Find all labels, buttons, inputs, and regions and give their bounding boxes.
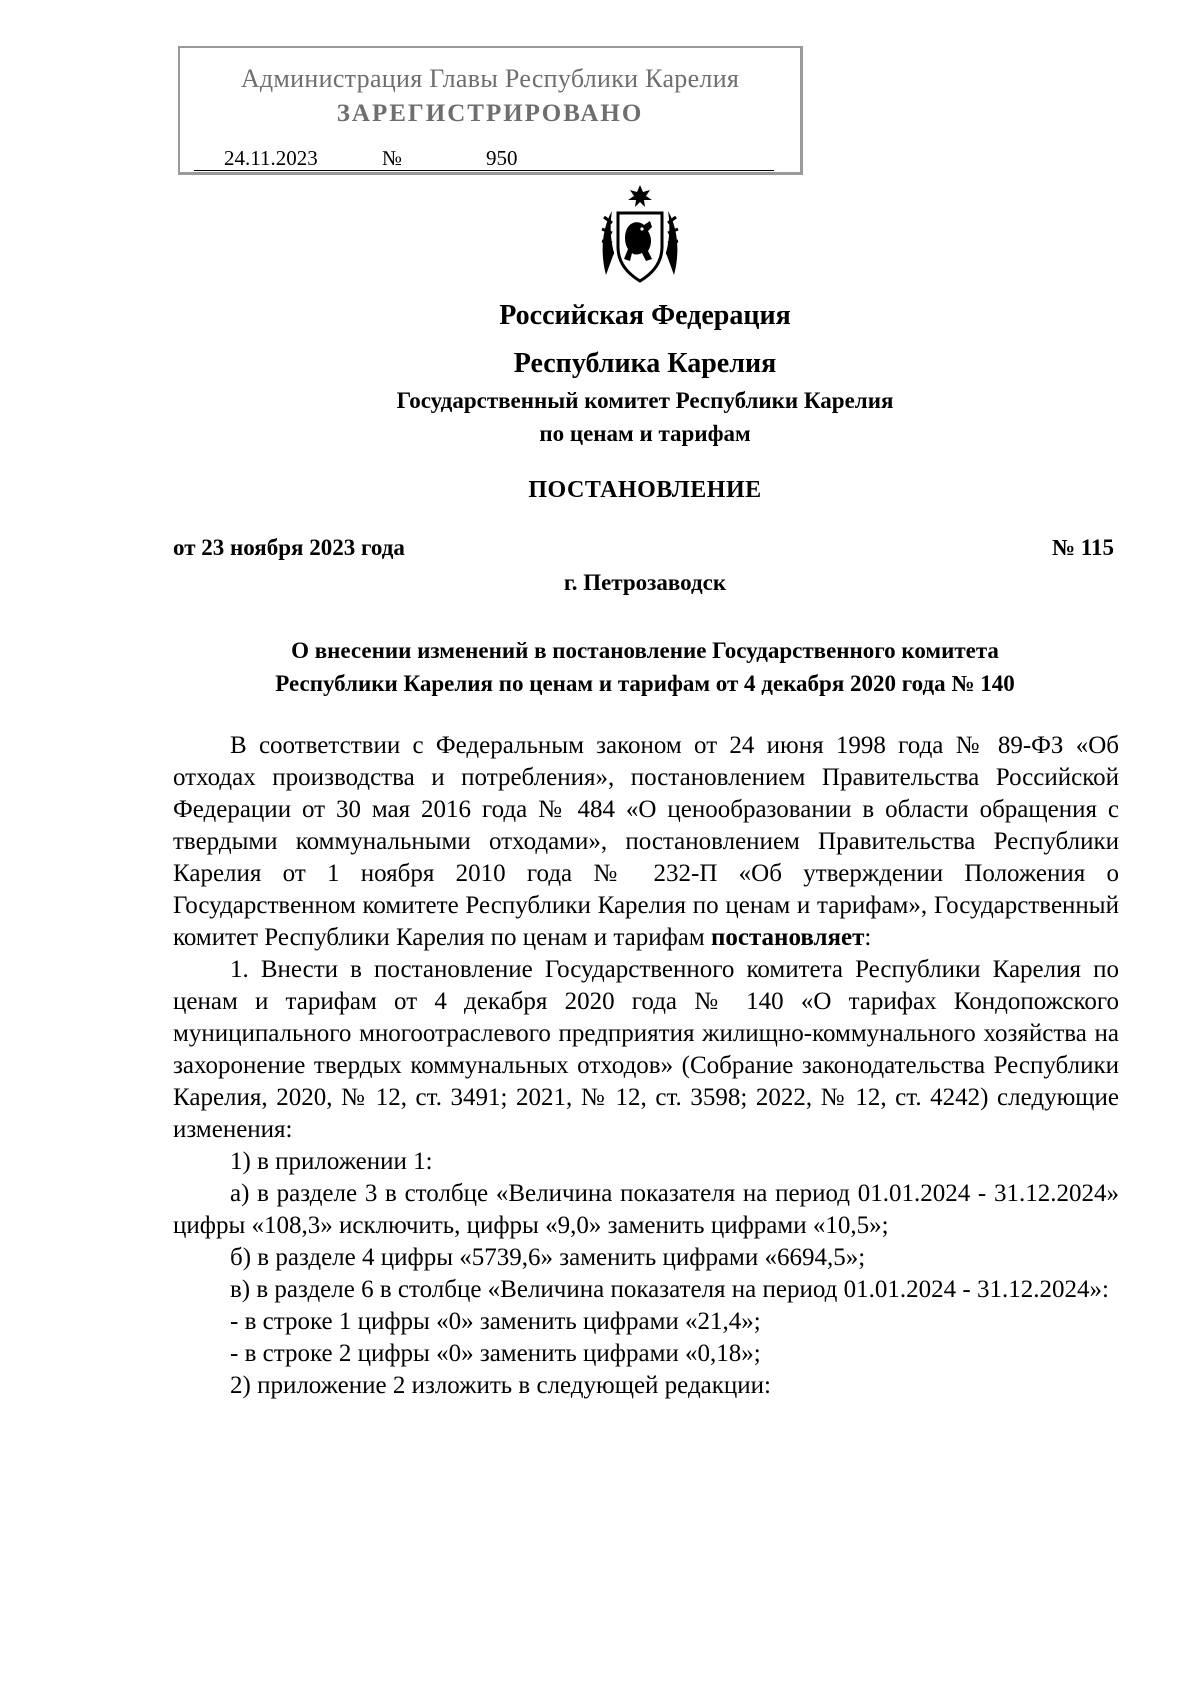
stamp-registration-line [194,146,774,171]
preamble-end: : [864,924,872,951]
subitem-1-paragraph: 1) в приложении 1: [230,1148,433,1175]
document-type: ПОСТАНОВЛЕНИЕ [528,477,762,503]
preamble-paragraph [173,730,1119,954]
committee-heading-line1: Государственный комитет Республики Карелия [396,388,894,413]
subitem-1b-paragraph: б) в разделе 4 цифры «5739,6» заменить цифрами «6694,5»; [230,1244,866,1271]
subitem-2-paragraph: 2) приложение 2 изложить в следующей редакции: [230,1372,771,1399]
stamp-status: ЗАРЕГИСТРИРОВАНО [336,100,644,127]
registration-stamp [178,46,803,175]
document-body [173,730,1119,1402]
subject-line2: Республики Карелия по ценам и тарифам от 4 декабря 2020 года № 140 [275,671,1015,696]
preamble-text: В соответствии с Федеральным законом от 24 июня 1998 года № 89-ФЗ «Об отходах производства и потребления», постановлением Правительства Российской Федерации от 30 мая 2016 года № 484 «О ценообразовании в области обращения с твердыми коммунальными отходами», постановлением Правительства Республики Карелия от 1 ноября 2010 года № 232-П «Об утверждении Положения о Государственном комитете Республики Карелия по ценам и тарифам», Государственный комитет Республики Карелия по ценам и тарифам [173,732,1119,951]
preamble-decree-word: постановляет [710,924,865,951]
document-date: от 23 ноября 2023 года [173,535,405,560]
committee-heading-line2: по ценам и тарифам [539,421,751,446]
subitem-1c-row2: - в строке 2 цифры «0» заменить цифрами «0,18»; [230,1340,761,1367]
document-city: г. Петрозаводск [563,570,727,595]
subject-line1: О внесении изменений в постановление Государственного комитета [291,638,999,663]
item-1-paragraph: 1. Внести в постановление Государственного комитета Республики Карелия по ценам и тарифам от 4 декабря 2020 года № 140 «О тарифах Кондопожского муниципального многоотраслевого предприятия жилищно-коммунального хозяйства на захоронение твердых коммунальных отходов» (Собрание законодательства Республики Карелия, 2020, № 12, ст. 3491; 2021, № 12, ст. 3598; 2022, № 12, ст. 4242) следующие изменения: [173,956,1119,1143]
stamp-date: 24.11.2023 [224,146,318,170]
subitem-1c-row1: - в строке 1 цифры «0» заменить цифрами «21,4»; [230,1308,761,1335]
stamp-authority: Администрация Главы Республики Карелия [240,64,740,93]
subitem-1a-paragraph: а) в разделе 3 в столбце «Величина показателя на период 01.01.2024 - 31.12.2024» цифры «108,3» исключить, цифры «9,0» заменить цифрами «10,5»; [173,1180,1119,1239]
federation-heading: Российская Федерация [499,300,791,331]
stamp-number-label: № [382,146,403,170]
subitem-1c-paragraph: в) в разделе 6 в столбце «Величина показателя на период 01.01.2024 - 31.12.2024»: [230,1276,1109,1303]
coat-of-arms-karelia-icon [598,183,682,287]
stamp-number: 950 [486,146,518,170]
document-number: № 115 [1051,535,1114,560]
republic-heading: Республика Карелия [513,348,777,379]
